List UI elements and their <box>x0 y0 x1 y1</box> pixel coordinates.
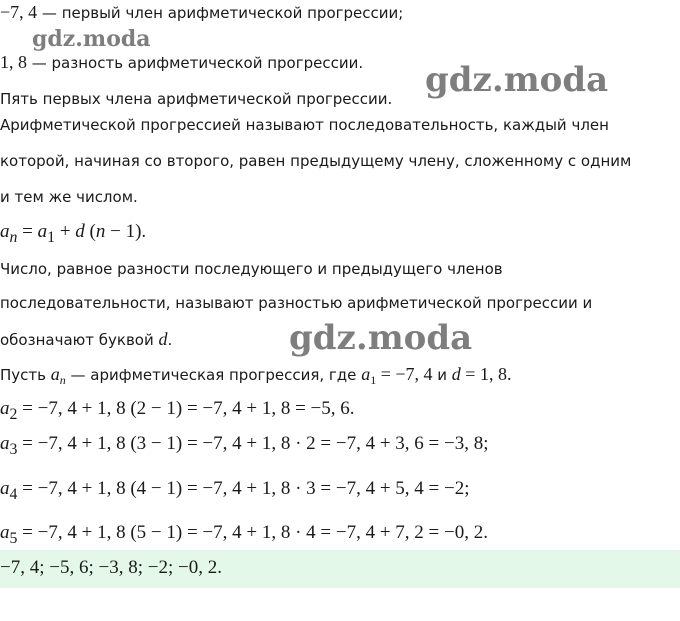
answer-text: −7, 4; −5, 6; −3, 8; −2; −0, 2. <box>0 557 222 578</box>
general-formula: $a_n = a_1 + d$ (n − 1). <box>0 221 147 246</box>
definition-line-3: и тем же числом. <box>0 188 138 206</box>
text-difference: — разность арифметической прогрессии. <box>27 54 364 72</box>
term-a3: $a_3 = -7$, 4 + 1, 8 (3 − 1) = −7, 4 + 1, 8 · 2 = −7, 4 + 3, 6 = −3, 8; <box>0 433 489 458</box>
term-a5: $a_5 = -7$, 4 + 1, 8 (5 − 1) = −7, 4 + 1, 8 · 4 = −7, 4 + 7, 2 = −0, 2. <box>0 522 488 547</box>
answer-box <box>0 550 680 588</box>
definition-line-1: Арифметической прогрессией называют последовательность, каждый член <box>0 116 609 134</box>
watermark-logo: gdz.moda <box>289 318 473 358</box>
difference-def-line-1: Число, равное разности последующего и предыдущего членов <box>0 260 503 278</box>
watermark-logo: gdz.moda <box>32 26 151 52</box>
math-first-term: −7, 4 <box>0 2 38 22</box>
definition-line-2: которой, начиная со второго, равен предыдущему члену, сложенному с одним <box>0 152 632 170</box>
term-a4: $a_4 = -7$, 4 + 1, 8 (4 − 1) = −7, 4 + 1, 8 · 3 = −7, 4 + 5, 4 = −2; <box>0 478 470 503</box>
math-difference: 1, 8 <box>0 52 27 72</box>
difference-def-line-2: последовательности, называют разностью арифметической прогрессии и <box>0 294 593 312</box>
line-difference <box>0 52 363 73</box>
term-a2: $a_2 = -7$, 4 + 1, 8 (2 − 1) = −7, 4 + 1, 8 = −5, 6. <box>0 398 355 423</box>
line-given: Пусть $a_n$ — арифметическая прогрессия, где $a_1 = -7$, 4 и d = 1, 8. <box>0 364 512 387</box>
watermark-logo: gdz.moda <box>425 60 609 100</box>
line-first-term <box>0 2 403 23</box>
line-task: Пять первых члена арифметической прогрессии. <box>0 90 393 108</box>
text-first-term: — первый член арифметической прогрессии; <box>37 4 404 22</box>
difference-def-line-3: обозначают буквой d. <box>0 329 173 349</box>
